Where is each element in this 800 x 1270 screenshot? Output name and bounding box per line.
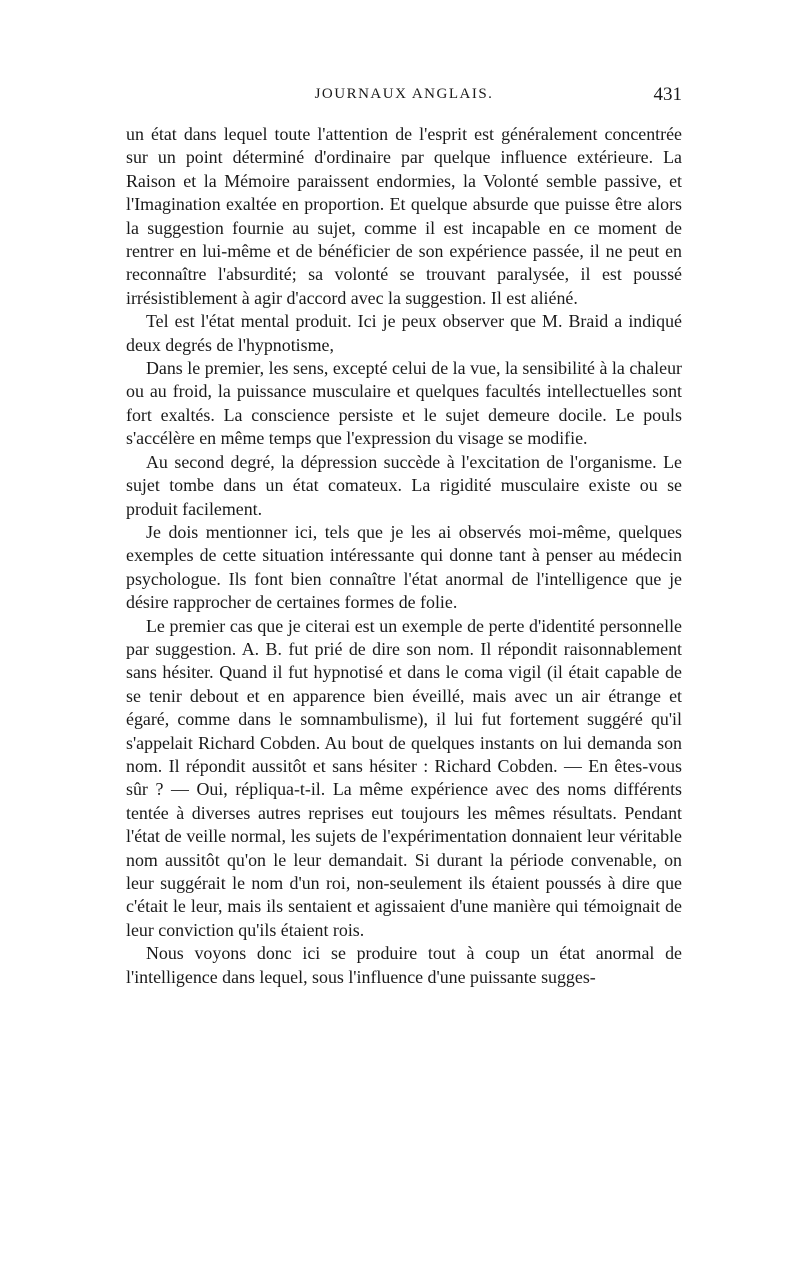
- paragraph: Au second degré, la dépression succède à l'excitation de l'organisme. Le sujet tombe dans un état comateux. La rigidité musculaire existe ou se produit facilement.: [126, 451, 682, 519]
- paragraph-continuation: un état dans lequel toute l'attention de l'esprit est généralement concentrée sur un point déterminé d'ordinaire par quelque influence extérieure. La Raison et la Mémoire paraissent endormies, la Volonté semble passive, et l'Imagination exaltée en proportion. Et quelque absurde que puisse être alors la suggestion fournie au sujet, comme il est incapable en ce moment de rentrer en lui-même et de bénéficier de son expérience passée, il ne peut en reconnaître l'absurdité; sa volonté se trouvant paralysée, il est poussé irrésistiblement à agir d'accord avec la suggestion. Il est aliéné.: [126, 124, 682, 308]
- running-title: JOURNAUX ANGLAIS.: [314, 86, 494, 102]
- paragraph: Tel est l'état mental produit. Ici je peux observer que M. Braid a indiqué deux degrés de l'hypnotisme,: [126, 311, 682, 355]
- page-number: 431: [653, 84, 682, 105]
- paragraph: Nous voyons donc ici se produire tout à coup un état anormal de l'intelligence dans lequel, sous l'influence d'une puissante sugges-: [126, 943, 682, 987]
- paragraph: Dans le premier, les sens, excepté celui de la vue, la sensibilité à la chaleur ou au froid, la puissance musculaire et quelques facultés intellectuelles sont fort exaltés. La conscience persiste et le sujet demeure docile. Le pouls s'accélère en même temps que l'expression du visage se modifie.: [126, 358, 682, 449]
- paragraph: Le premier cas que je citerai est un exemple de perte d'identité personnelle par suggestion. A. B. fut prié de dire son nom. Il répondit raisonnablement sans hésiter. Quand il fut hypnotisé et dans le coma vigil (il était capable de se tenir debout et en apparence bien éveillé, mais avec un air étrange et égaré, comme dans le somnambulisme), il lui fut fortement suggéré qu'il s'appelait Richard Cobden. Au bout de quelques instants on lui demanda son nom. Il répondit aussitôt et sans hésiter : Richard Cobden. — En êtes-vous sûr ? — Oui, répliqua-t-il. La même expérience avec des noms différents tentée à diverses autres reprises eut toujours les mêmes résultats. Pendant l'état de veille normal, les sujets de l'expérimentation donnaient leur véritable nom aussitôt qu'on le leur demandait. Si durant la période convenable, on leur suggérait le nom d'un roi, non-seulement ils étaient poussés à dire que c'était le leur, mais ils sentaient et agissaient d'une manière qui témoignait de leur conviction qu'ils étaient rois.: [126, 615, 682, 940]
- paragraph: Je dois mentionner ici, tels que je les ai observés moi-même, quelques exemples de cette situation intéressante qui donne tant à penser au médecin psychologue. Ils font bien connaître l'état anormal de l'intelligence que je désire rapprocher de certaines formes de folie.: [126, 521, 682, 613]
- body-text: [126, 123, 682, 989]
- page-header: [126, 86, 682, 116]
